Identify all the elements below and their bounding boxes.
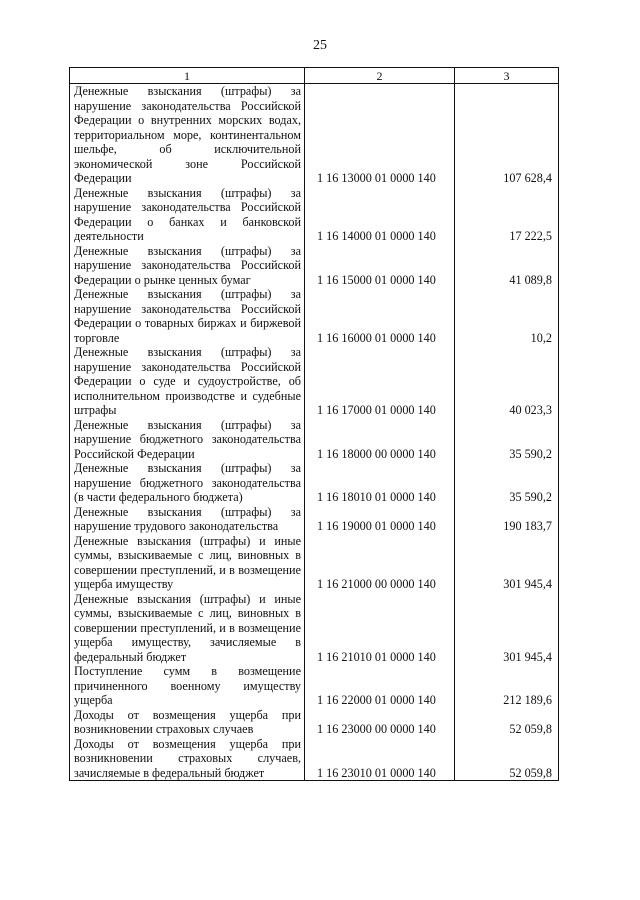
table-row	[70, 186, 559, 244]
revenue-amount-cell: 35 590,2	[455, 461, 559, 505]
revenue-code-cell: 1 16 22000 01 0000 140	[305, 664, 455, 708]
revenue-name-cell: Денежные взыскания (штрафы) за нарушение законодательства Российской Федерации о суде и судоустройстве, об исполнительном производстве и судебные штрафы	[70, 345, 305, 418]
revenue-amount-cell: 190 183,7	[455, 505, 559, 534]
table-row	[70, 592, 559, 665]
budget-revenue-table	[69, 67, 559, 781]
revenue-code-cell: 1 16 21000 00 0000 140	[305, 534, 455, 592]
revenue-name-cell: Денежные взыскания (штрафы) за нарушение трудового законодательства	[70, 505, 305, 534]
revenue-name-cell: Денежные взыскания (штрафы) за нарушение законодательства Российской Федерации о товарных биржах и биржевой торговле	[70, 287, 305, 345]
revenue-amount-cell: 35 590,2	[455, 418, 559, 462]
table-row	[70, 534, 559, 592]
revenue-code-cell: 1 16 21010 01 0000 140	[305, 592, 455, 665]
revenue-amount-cell: 10,2	[455, 287, 559, 345]
revenue-name-cell: Доходы от возмещения ущерба при возникновении страховых случаев	[70, 708, 305, 737]
revenue-name-cell: Денежные взыскания (штрафы) за нарушение бюджетного законодательства Российской Федерации	[70, 418, 305, 462]
table-row	[70, 244, 559, 288]
revenue-code-cell: 1 16 23010 01 0000 140	[305, 737, 455, 781]
revenue-code-cell: 1 16 15000 01 0000 140	[305, 244, 455, 288]
column-header-3: 3	[455, 68, 559, 84]
revenue-name-cell: Денежные взыскания (штрафы) и иные суммы, взыскиваемые с лиц, виновных в совершении преступлений, и в возмещение ущерба имуществу, зачисляемые в федеральный бюджет	[70, 592, 305, 665]
revenue-name-cell: Денежные взыскания (штрафы) и иные суммы, взыскиваемые с лиц, виновных в совершении преступлений, и в возмещение ущерба имуществу	[70, 534, 305, 592]
revenue-name-cell: Денежные взыскания (штрафы) за нарушение законодательства Российской Федерации о внутренних морских водах, территориальном море, континентальном шельфе, об исключительной экономической зоне Российской Федерации	[70, 84, 305, 186]
revenue-code-cell: 1 16 14000 01 0000 140	[305, 186, 455, 244]
revenue-amount-cell: 41 089,8	[455, 244, 559, 288]
revenue-amount-cell: 52 059,8	[455, 708, 559, 737]
revenue-name-cell: Денежные взыскания (штрафы) за нарушение законодательства Российской Федерации о рынке ценных бумаг	[70, 244, 305, 288]
table-row	[70, 84, 559, 186]
revenue-code-cell: 1 16 18010 01 0000 140	[305, 461, 455, 505]
revenue-amount-cell: 301 945,4	[455, 592, 559, 665]
table-row	[70, 345, 559, 418]
column-header-2: 2	[305, 68, 455, 84]
revenue-name-cell: Денежные взыскания (штрафы) за нарушение бюджетного законодательства (в части федерального бюджета)	[70, 461, 305, 505]
table-row	[70, 287, 559, 345]
revenue-amount-cell: 40 023,3	[455, 345, 559, 418]
revenue-code-cell: 1 16 23000 00 0000 140	[305, 708, 455, 737]
revenue-amount-cell: 52 059,8	[455, 737, 559, 781]
page-number: 25	[313, 38, 327, 53]
revenue-amount-cell: 212 189,6	[455, 664, 559, 708]
revenue-code-cell: 1 16 18000 00 0000 140	[305, 418, 455, 462]
table-row	[70, 461, 559, 505]
revenue-name-cell: Поступление сумм в возмещение причиненного военному имуществу ущерба	[70, 664, 305, 708]
revenue-code-cell: 1 16 19000 01 0000 140	[305, 505, 455, 534]
revenue-code-cell: 1 16 16000 01 0000 140	[305, 287, 455, 345]
revenue-name-cell: Доходы от возмещения ущерба при возникновении страховых случаев, зачисляемые в федеральный бюджет	[70, 737, 305, 781]
revenue-code-cell: 1 16 17000 01 0000 140	[305, 345, 455, 418]
revenue-code-cell: 1 16 13000 01 0000 140	[305, 84, 455, 186]
table-row	[70, 664, 559, 708]
revenue-amount-cell: 301 945,4	[455, 534, 559, 592]
revenue-name-cell: Денежные взыскания (штрафы) за нарушение законодательства Российской Федерации о банках и банковской деятельности	[70, 186, 305, 244]
table-row	[70, 418, 559, 462]
revenue-amount-cell: 107 628,4	[455, 84, 559, 186]
table-header-row	[70, 68, 559, 84]
table-row	[70, 708, 559, 737]
table-row	[70, 737, 559, 781]
revenue-amount-cell: 17 222,5	[455, 186, 559, 244]
column-header-1: 1	[70, 68, 305, 84]
table-row	[70, 505, 559, 534]
